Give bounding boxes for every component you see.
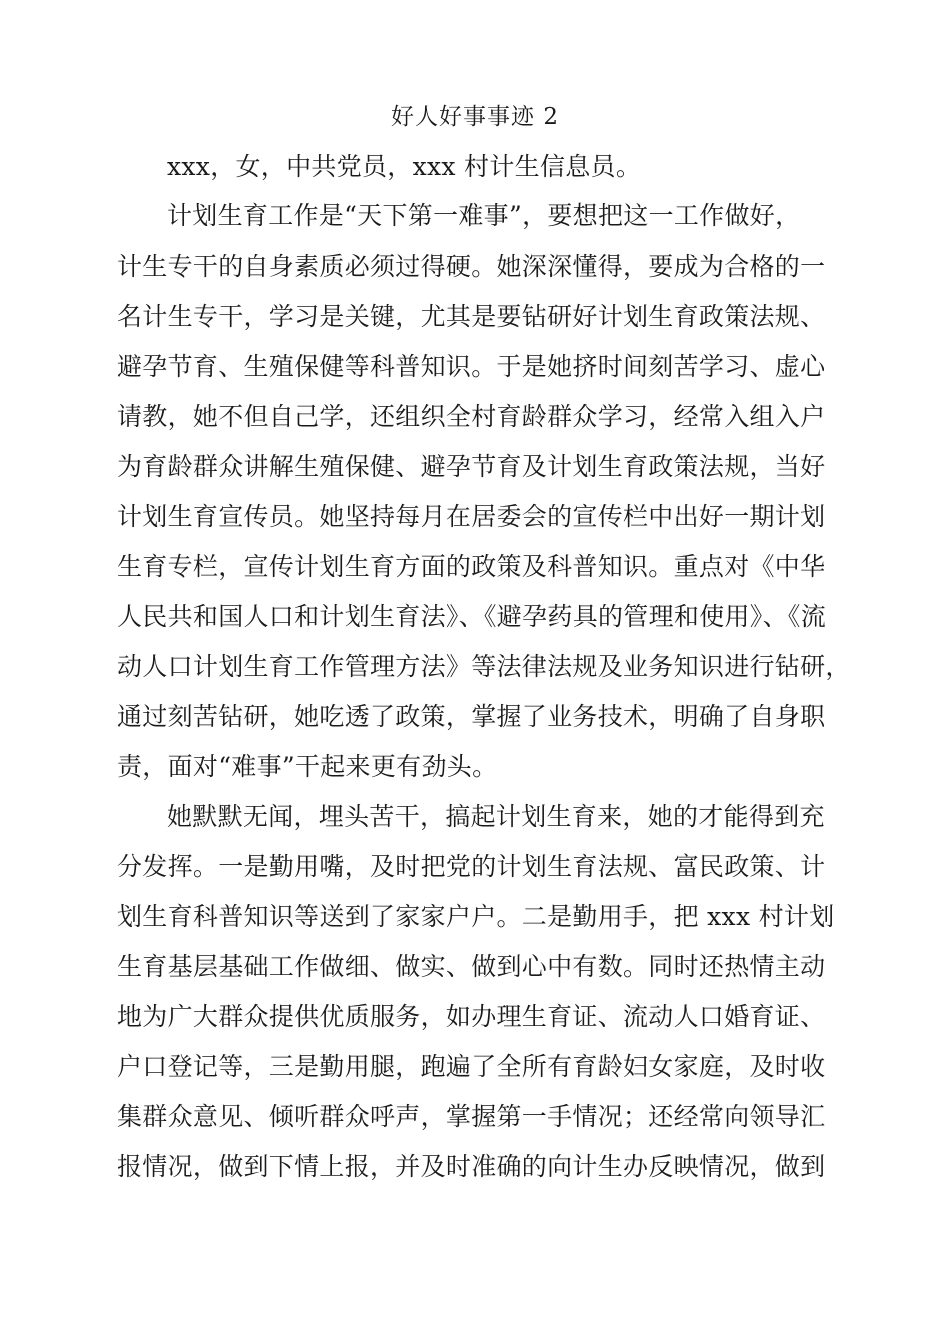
paragraph-line: 避孕节育、生殖保健等科普知识。于是她挤时间刻苦学习、虚心 — [117, 352, 826, 381]
paragraph-line: 人民共和国人口和计划生育法》、《避孕药具的管理和使用》、《流 — [117, 602, 827, 631]
paragraph-line: 通过刻苦钻研，她吃透了政策，掌握了业务技术，明确了自身职 — [117, 702, 826, 731]
document-title: 好人好事事迹 2 — [391, 104, 559, 130]
paragraph-line: 责，面对“难事”干起来更有劲头。 — [117, 752, 498, 781]
paragraph-line: 生育专栏，宣传计划生育方面的政策及科普知识。重点对《中华 — [117, 552, 826, 581]
paragraph-line: 动人口计划生育工作管理方法》等法律法规及业务知识进行钻研， — [117, 652, 851, 681]
paragraph-line: 她默默无闻，埋头苦干，搞起计划生育来，她的才能得到充 — [167, 802, 825, 831]
paragraph-line: 为育龄群众讲解生殖保健、避孕节育及计划生育政策法规，当好 — [117, 452, 826, 481]
paragraph-line: 计生专干的自身素质必须过得硬。她深深懂得，要成为合格的一 — [117, 252, 826, 281]
intro-line: xxx，女，中共党员，xxx 村计生信息员。 — [167, 152, 642, 181]
paragraph-line: 户口登记等，三是勤用腿，跑遍了全所有育龄妇女家庭，及时收 — [117, 1052, 826, 1081]
paragraph-line: 名计生专干，学习是关键，尤其是要钻研好计划生育政策法规、 — [117, 302, 826, 331]
paragraph-line: 分发挥。一是勤用嘴，及时把党的计划生育法规、富民政策、计 — [117, 852, 826, 881]
paragraph-line: 报情况，做到下情上报，并及时准确的向计生办反映情况，做到 — [117, 1152, 826, 1181]
paragraph-line: 集群众意见、倾听群众呼声，掌握第一手情况；还经常向领导汇 — [117, 1102, 826, 1131]
paragraph-line: 计划生育工作是“天下第一难事”，要想把这一工作做好， — [167, 201, 801, 230]
paragraph-line: 地为广大群众提供优质服务，如办理生育证、流动人口婚育证、 — [117, 1002, 826, 1031]
paragraph-line: 请教，她不但自己学，还组织全村育龄群众学习，经常入组入户 — [117, 402, 826, 431]
paragraph-line: 划生育科普知识等送到了家家户户。二是勤用手，把 xxx 村计划 — [117, 902, 835, 931]
paragraph-line: 生育基层基础工作做细、做实、做到心中有数。同时还热情主动 — [117, 952, 826, 981]
paragraph-line: 计划生育宣传员。她坚持每月在居委会的宣传栏中出好一期计划 — [117, 502, 826, 531]
